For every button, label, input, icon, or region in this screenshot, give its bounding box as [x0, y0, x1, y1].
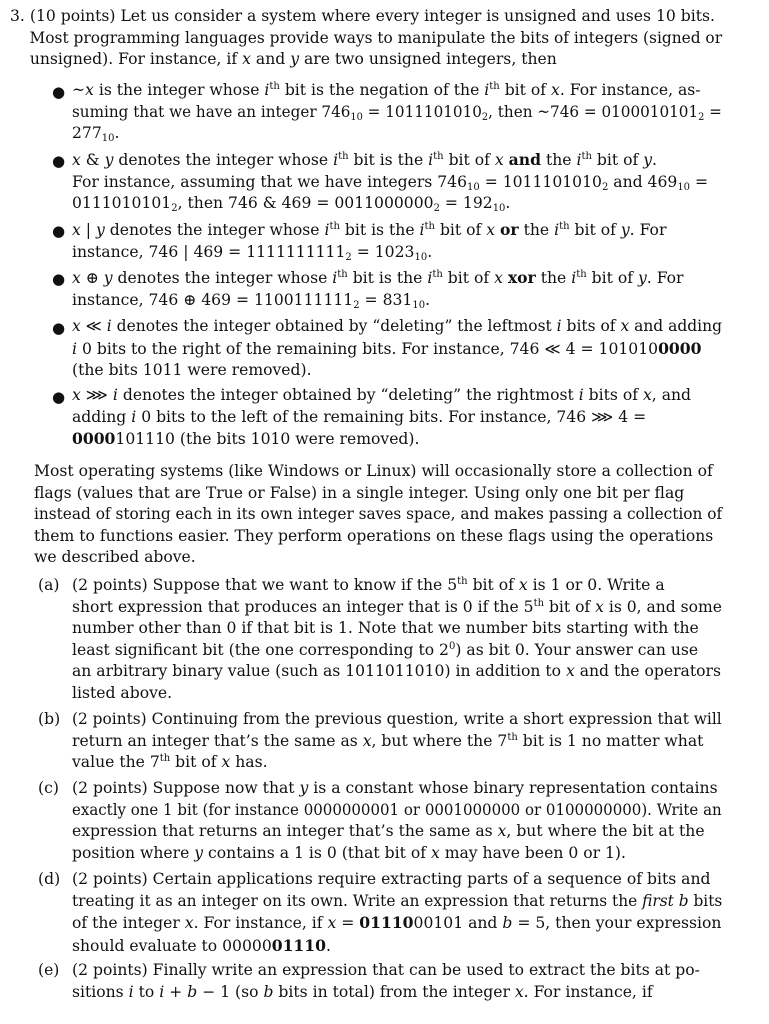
bullet-icon: ● [52, 319, 66, 337]
operator-and: x & y denotes the integer whose $i^{th}$ bit is the $i^{th}$ bit of x and the $i^{th}$ bit of y. For instance, assuming that we have integers $746_{10} = 1011101010_2$ and $469_{10}$ = $0111010101_2$, then 746 & $469 = 0011000000_2 = 192_{10}$. [72, 150, 709, 215]
subpart-label: (e) [38, 961, 60, 979]
subpart-label: (b) [38, 710, 61, 728]
subpart-a: (2 points) Suppose that we want to know if the 5th bit of x is 1 or 0. Write a short expression that produces an integer that is 0 if the 5th bit of x is 0, and some number other than 0 if that bit is 1. Note that we number bits starting with the least significant bit (the one corresponding to $2^0$) as bit 0. Your answer can use an arbitrary binary value (such as 1011011010) in addition to x and the operators listed above. [72, 576, 722, 702]
operator-right-shift: x ⋙ i denotes the integer obtained by “deleting” the rightmost i bits of x, and adding i 0 bits to the left of the remaining bits. For instance, 746 ⋙ 4 = 0000101110 (the bits 1010 were removed). [72, 386, 692, 449]
flags-paragraph: Most operating systems (like Windows or Linux) will occasionally store a collection of flags (values that are True or False) in a single integer. Using only one bit per flag instead of storing each in its own integer saves space, and makes passing a collection of them to functions easier. They perform operations on these flags using the operations we described above. [34, 462, 723, 567]
subpart-b: (2 points) Continuing from the previous question, write a short expression that will return an integer that’s the same as x, but where the 7th bit is 1 no matter what value the 7th bit of x has. [72, 710, 722, 772]
bullet-icon: ● [52, 270, 66, 288]
subpart-label: (c) [38, 779, 59, 797]
operator-not: ~x is the integer whose $i^{th}$ bit is the negation of the $i^{th}$ bit of x. For instance, as- suming that we have an integer $746_{10} = 1011101010_2$, then ~746 = $0100010101_2$ = $277_{10}$. [72, 81, 722, 145]
subpart-label: (a) [38, 576, 60, 594]
subpart-c: (2 points) Suppose now that y is a constant whose binary representation contains exactly one 1 bit (for instance 0000000001 or 0001000000 or 0100000000). Write an expression that returns an integer that’s the same as x, but where the bit at the position where y contains a 1 is 0 (that bit of x may have been 0 or 1). [72, 779, 722, 862]
bullet-icon: ● [52, 388, 66, 406]
operator-xor: x ⊕ y denotes the integer whose $i^{th}$ bit is the $i^{th}$ bit of x xor the $i^{th}$ bit of y. For instance, 746 ⊕ $469 = 1100111111_2 = 831_{10}$. [72, 268, 684, 311]
question-intro: 3. (10 points) Let us consider a system where every integer is unsigned and uses 10 bits. Most programming languages provide ways to manipulate the bits of integers (signed or unsigned). For instance, if x and y are two unsigned integers, then [10, 7, 723, 69]
bullet-icon: ● [52, 83, 66, 101]
operator-or: x | y denotes the integer whose $i^{th}$ bit is the $i^{th}$ bit of x or the $i^{th}$ bit of y. For instance, 746 | $469 = 1111111111_2 = 1023_{10}$. [72, 220, 667, 263]
bullet-icon: ● [52, 152, 66, 170]
question-number: 3. [10, 7, 25, 25]
subpart-label: (d) [38, 870, 61, 888]
question-points: (10 points) [29, 7, 116, 25]
bullet-icon: ● [52, 222, 66, 240]
subpart-e: (2 points) Finally write an expression that can be used to extract the bits at po- sitions i to i + b − 1 (so b bits in total) from the integer x. For instance, if [72, 961, 700, 1001]
subpart-d: (2 points) Certain applications require extracting parts of a sequence of bits and treating it as an integer on its own. Write an expression that returns the first b bits of the integer x. For instance, if x = 0111000101 and b = 5, then your expression should evaluate to 0000001110. [72, 870, 723, 955]
operator-left-shift: x ≪ i denotes the integer obtained by “deleting” the leftmost i bits of x and adding i 0 bits to the right of the remaining bits. For instance, 746 ≪ 4 = 1010100000 (the bits 1011 were removed). [72, 317, 722, 380]
